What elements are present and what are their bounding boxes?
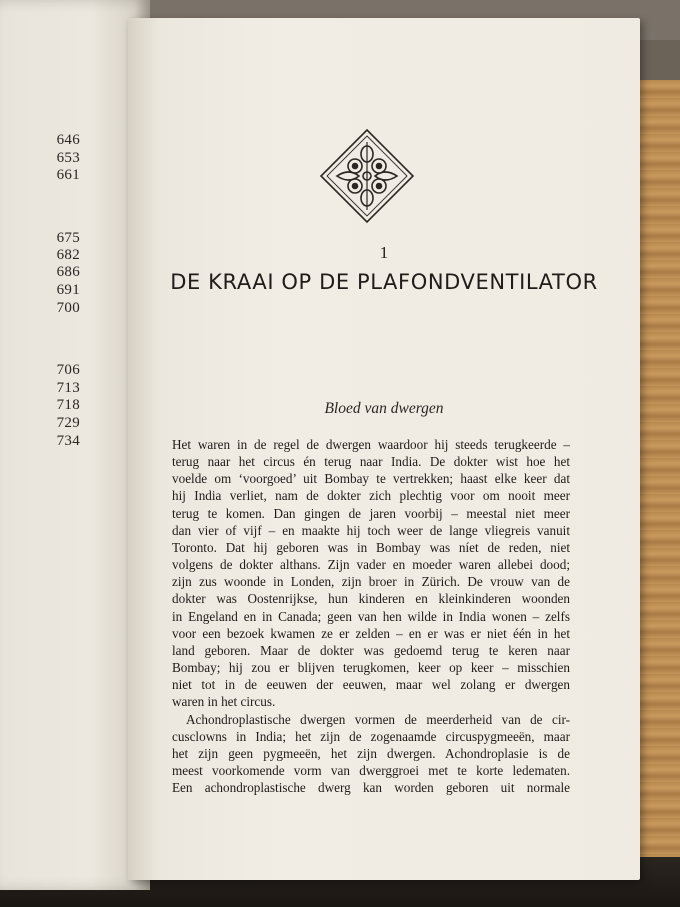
chapter-number: 1 bbox=[379, 243, 389, 262]
toc-page-number: 646 bbox=[56, 132, 80, 148]
body-line: volgens de dokter althans. Zijn vader en moeder waren allebei dood; bbox=[172, 557, 570, 573]
body-text bbox=[172, 436, 570, 796]
body-line: dokter was Oostenrijkse, hun kinderen en kleinkinderen woonden bbox=[172, 591, 570, 607]
toc-page-number: 691 bbox=[56, 282, 80, 298]
body-line: Het waren in de regel de dwergen waardoor hij steeds terugkeerde – bbox=[172, 437, 570, 452]
toc-page-number: 729 bbox=[56, 415, 80, 431]
body-line: terug te komen. Dan gingen de jaren voorbij – meestal niet meer bbox=[172, 505, 570, 521]
body-line: Toronto. Dat hij geboren was in Bombay was níet de reden, niet bbox=[172, 539, 570, 555]
toc-page-number: 675 bbox=[56, 230, 80, 246]
toc-page-number: 713 bbox=[56, 380, 80, 396]
toc-page-numbers bbox=[0, 0, 100, 500]
chapter-title: DE KRAAI OP DE PLAFONDVENTILATOR bbox=[170, 270, 598, 294]
body-line: dan vier of vijf – en maakte hij toch weer de lange vliegreis vanuit bbox=[172, 522, 570, 538]
toc-page-number: 734 bbox=[56, 433, 80, 449]
toc-page-number: 661 bbox=[56, 167, 80, 183]
body-line: terug naar het circus én terug naar India. De dokter wist hoe het bbox=[172, 454, 570, 470]
toc-page-number: 700 bbox=[56, 300, 80, 316]
body-line: voor een bezoek kwamen ze er zelden – en er was er niet één in het bbox=[172, 625, 570, 641]
body-line: in Engeland en in Canada; geen van hen wilde in India wonen – zelfs bbox=[172, 608, 570, 624]
body-line: het zijn geen pygmeeën, het zijn dwergen. Achondroplasie is de bbox=[172, 745, 570, 761]
body-line: Een achondroplastische dwerg kan worden geboren uit normale bbox=[172, 780, 570, 796]
body-line: Achondroplastische dwergen vormen de meerderheid van de cir- bbox=[186, 711, 570, 727]
section-title: Bloed van dwergen bbox=[324, 400, 444, 417]
body-line: land geboren. Maar de dokter was gedoemd terug te keren naar bbox=[172, 642, 570, 658]
body-line: hij India verliet, nam de dokter zich plechtig voor om nooit meer bbox=[172, 488, 570, 504]
body-line: niet tot in de eeuwen der eeuwen, maar wel zolang er dwergen bbox=[172, 677, 570, 693]
toc-page-number: 706 bbox=[56, 362, 80, 378]
toc-page-number: 682 bbox=[56, 247, 80, 263]
toc-page-number: 718 bbox=[56, 397, 80, 413]
body-line: zijn zus woonde in Londen, zijn broer in Zürich. De vrouw van de bbox=[172, 574, 570, 590]
diamond-ornament-icon bbox=[319, 128, 415, 224]
toc-page-number: 686 bbox=[56, 264, 80, 280]
body-line: Bombay; hij zou er blijven terugkomen, keer op keer – misschien bbox=[172, 660, 570, 676]
body-line: voelde om ‘voorgoed’ uit Bombay te vertrekken; haast elke keer dat bbox=[172, 471, 570, 487]
body-line: meest voorkomende vorm van dwerggroei met te korte ledematen. bbox=[172, 762, 570, 778]
body-line: waren in het circus. bbox=[172, 694, 276, 710]
body-line: cusclowns in India; het zijn de zogenaamde circuspygmeeën, maar bbox=[172, 728, 570, 744]
toc-page-number: 653 bbox=[56, 150, 80, 166]
